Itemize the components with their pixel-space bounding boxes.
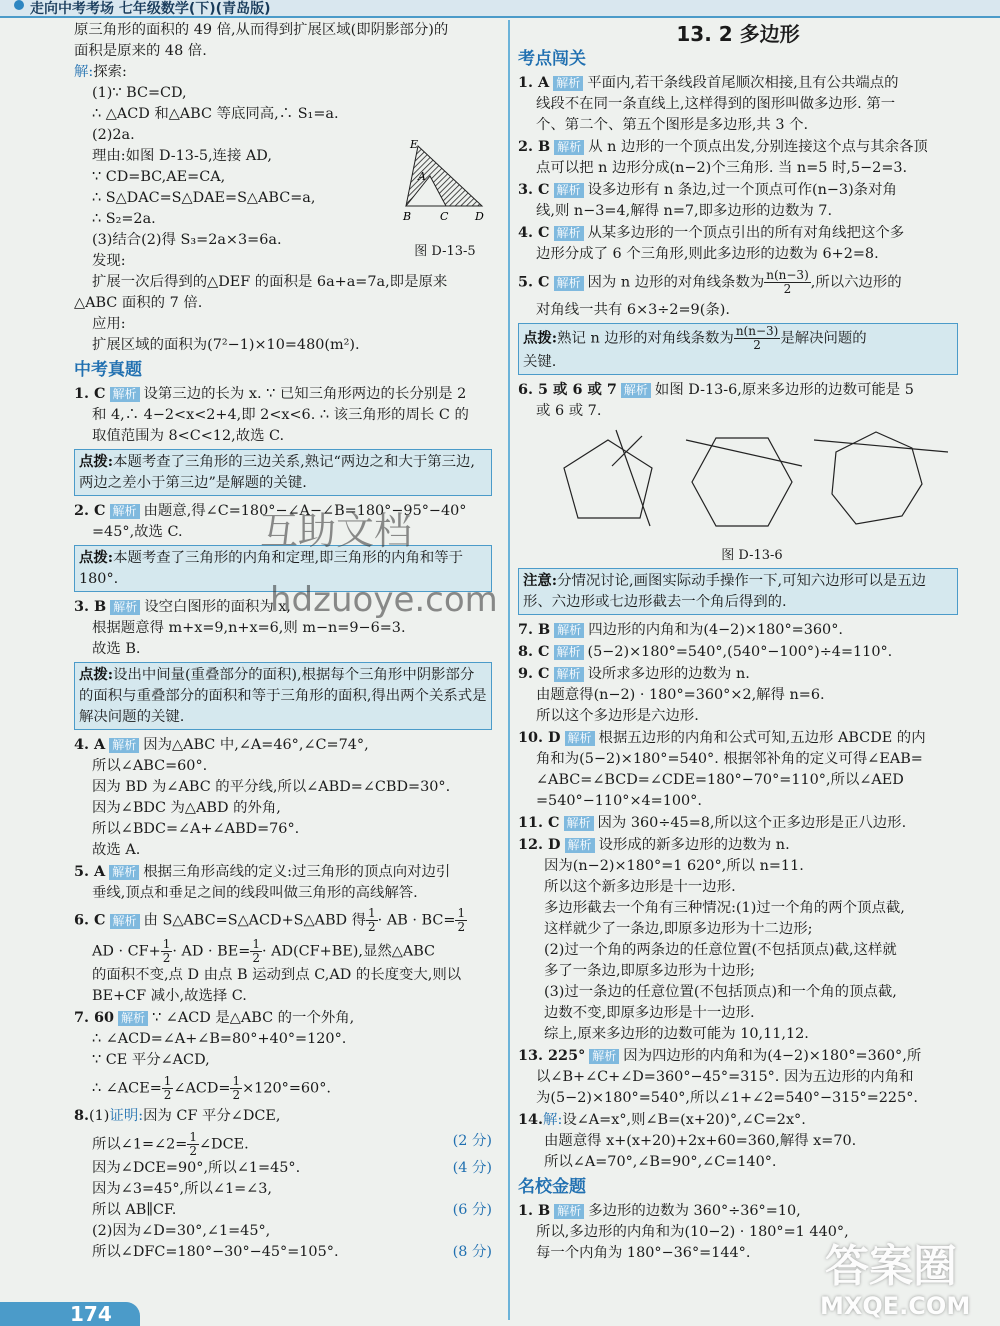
right-column: 13. 2 多边形 考点闯关 1. A 解析 平面内,若干条线段首尾顺次相接,且有公共端点的 线段不在同一条直线上,这样得到的图形叫做多边形. 第一 个、第二个、第五个图形是多边形,共 3 个. 2. B 解析 从 n 边形的一个顶点出发,分别连接这个点与其余各顶 点可以把 n 边形分成(n−2)个三角形. 当 n=5 时,5−2=3. 3. C 解析 设多边形有 n 条边,过一个顶点可作(n−3)条对角 线,则 n−3=4,解得 n=7,即多边形的边数为 7. 4. C 解析 从某多边形的一个顶点引出的所有对角线把这个多 边形分成了 6 个三角形,则此多边形的边数为 6+2=8. 5. C 解析 因为 n 边形的对角线条数为 $\frac{n(n-3)}{2}$ ,所以六边形的 对角线一共有 6×3÷2=9(条). 点拨:熟记 n 边形的对角线条数为 $\frac{n(n-3)}{2}$ 是解决问题的 关键. 6. 5 或 6 或 7 解析 如图 D-13-6,原来多边形的边数可能是 5 或 6 或 7. 图 D-13-6 注意:分情况讨论,画图实际动手操作一下,可知六边形可以是五边形、六边形或七边形截去一个角后得到的. 7. B 解析 四边形的内角和为(4−2)×180°=360°. 8. C 解析 (5−2)×180°=540°,(540°−100°)÷4=110°. 9. C 解析 设所求多边形的边数为 n. 由题意得(n−2) · 180°=360°×2,解得 n=6. 所以这个多边形是六边形. 10. D 解析 根据五边形的内角和公式可知,五边形 ABCDE 的内 角和为(5−2)×180°=540°. 根据邻补角的定义可得∠EAB= ∠ABC=∠BCD=∠CDE=180°−70°=110°,所以∠AED =540°−110°×4=100°. 11. C 解析 因为 360÷45=8,所以这个正多边形是正八边形. 12. D 解析 设形成的新多边形的边数为 n. 因为(n−2)×180°=1 620°,所以 n=11. 所以这个新多边形是十一边形. 多边形截去一个角有三种情况:(1)过一个角的两个顶点截, 这样就少了一条边,即原多边形为十二边形; (2)过一个角的两条边的任意位置(不包括顶点)截,这样就 多了一条边,即原多边形为十边形; (3)过一条边的任意位置(不包括顶点)和一个角的顶点截, 边数不变,即原多边形是十一边形. 综上,原来多边形的边数可能为 10,11,12. 13. 225° 解析 因为四边形的内角和为(4−2)×180°=360°,所 以∠B+∠C+∠D=360°−45°=315°. 因为五边形的内角和 为(5−2)×180°=540°,所以∠1+∠2=540°−315°=225°. 14.解:设∠A=x°,则∠B=(x+20)°,∠C=2x°. 由题意得 x+(x+20)+2x+60=360,解得 x=70. 所以∠A=70°,∠B=90°,∠C=140°. 名校金题 1. B 解析 多边形的边数为 360°÷36°=10, 所以,多边形的内角和为(10−2) · 180°=1 440°, 每一个内角为 180°−36°=144°. — [518, 20, 958, 1264]
jiexi-tag: 解析 — [110, 504, 140, 519]
q-num: 1. B — [518, 1202, 551, 1219]
column-divider — [508, 20, 510, 1320]
answer-text: ∠ACD= — [173, 1080, 231, 1097]
q-num: 4. A — [74, 736, 106, 753]
note-label: 注意: — [523, 572, 558, 589]
answer-line: 设空白图形的面积为 x, — [144, 599, 291, 615]
answer-text: ,所以六边形的 — [810, 274, 902, 291]
answer-text: 因为∠DCE=90°,所以∠1=45°. — [92, 1160, 301, 1176]
corner-watermark-url: MXQE.COM — [820, 1292, 971, 1320]
figure-caption: 图 D-13-6 — [721, 548, 783, 563]
fraction: $\frac{1}{2}$ — [368, 906, 376, 934]
answer-line: 根据三角形高线的定义:过三角形的顶点向对边引 — [143, 864, 451, 880]
answer-line: 所以∠A=70°,∠B=90°,∠C=140°. — [544, 1154, 777, 1170]
answer-text: 因为 n 边形的对角线条数为 — [587, 274, 765, 291]
q-num: 4. C — [518, 224, 550, 241]
answer-line: (2)过一个角的两条边的任意位置(不包括顶点)截,这样就 — [544, 942, 897, 958]
answer-line: (2)因为∠D=30°,∠1=45°, — [92, 1223, 271, 1239]
q-num: 9. C — [518, 665, 550, 682]
answer-line: 为(5−2)×180°=540°,所以∠1+∠2=540°−315°=225°. — [536, 1090, 919, 1106]
answer-line: 根据五边形的内角和公式可知,五边形 ABCDE 的内 — [598, 730, 926, 746]
q-num: 6. C — [74, 911, 106, 929]
tip-text: 本题考查了三角形的三边关系,熟记“两边之和大于第三边,两边之差小于第三边”是解题的关键. — [79, 454, 475, 491]
q-num: 13. 225° — [518, 1047, 586, 1064]
jiexi-tag: 解析 — [554, 623, 584, 638]
explore-line: ∴ S△DAC=S△DAE=S△ABC=a, — [92, 190, 316, 206]
explore-label: 探索: — [93, 64, 127, 80]
answer-line: (3)过一条边的任意位置(不包括顶点)和一个角的顶点截, — [544, 984, 897, 1000]
answer-line: 对角线一共有 6×3÷2=9(条). — [536, 302, 730, 318]
answer-text: 所以 AB∥CF. — [92, 1202, 177, 1218]
jiexi-tag: 解析 — [554, 645, 584, 660]
fraction: $\frac{1}{2}$ — [162, 937, 171, 965]
tip-label: 点拨: — [523, 329, 558, 347]
q-num: 1. C — [74, 385, 106, 402]
score: (8 分) — [452, 1244, 492, 1260]
explore-line: ∴ S₂=2a. — [92, 211, 156, 227]
answer-text: ∴ ∠ACE= — [92, 1080, 162, 1097]
section-title-mingxiao: 名校金题 — [518, 1177, 586, 1197]
answer-line: =540°−110°×4=100°. — [536, 793, 702, 809]
explore-line: 发现: — [92, 253, 126, 269]
fraction: $\frac{n(n-3)}{2}$ — [766, 268, 809, 296]
answer-line: 由 S△ABC=S△ACD+S△ABD 得 — [143, 912, 367, 929]
tip-text: 设出中间量(重叠部分的面积),根据每个三角形中阴影部分的面积与重叠部分的面积和等于三角形的面积,得出两个关系式是解决问题的关键. — [79, 667, 487, 725]
jiexi-tag: 解析 — [554, 667, 584, 682]
jiexi-tag: 解析 — [554, 226, 584, 241]
answer-line: 因为∠3=45°,所以∠1=∠3, — [92, 1181, 272, 1197]
pentagon-shape — [564, 440, 652, 518]
tip-label: 点拨: — [79, 549, 114, 566]
answer-line: 以∠B+∠C+∠D=360°−45°=315°. 因为五边形的内角和 — [536, 1069, 914, 1085]
label-a: A — [418, 170, 426, 183]
answer-text: (1) — [89, 1108, 110, 1124]
q-num: 5. C — [518, 273, 550, 291]
answer-line: 所以∠BDC=∠A+∠ABD=76°. — [92, 821, 300, 837]
answer-line: BE+CF 减小,故选择 C. — [92, 988, 247, 1004]
label-e: E — [410, 138, 419, 151]
tip-text: 是解决问题的 — [780, 330, 867, 347]
hexagon-shape — [692, 438, 792, 526]
answer-line: 所以这个多边形是六边形. — [536, 708, 699, 724]
zhengming-tag: 证明 — [109, 1108, 139, 1124]
fraction: $\frac{1}{2}$ — [232, 1074, 241, 1102]
answer-line: 综上,原来多边形的边数可能为 10,11,12. — [544, 1026, 809, 1042]
answer-line: 故选 A. — [92, 842, 141, 858]
label-c: C — [440, 210, 449, 223]
answer-text: · AB · BC= — [377, 912, 456, 929]
intro-line-2: 面积是原来的 48 倍. — [74, 43, 207, 59]
answer-line: 边数不变,即原多边形是十一边形. — [544, 1005, 755, 1021]
answer-line: 从 n 边形的一个顶点出发,分别连接这个点与其余各顶 — [588, 139, 928, 155]
q-num: 3. B — [74, 598, 107, 615]
answer-text: 所以∠DFC=180°−30°−45°=105°. — [92, 1244, 339, 1260]
jiexi-tag: 解析 — [554, 1204, 584, 1219]
explore-line: 理由:如图 D-13-5,连接 AD, — [92, 148, 272, 164]
answer-line: 角和为(5−2)×180°=540°. 根据邻补角的定义可得∠EAB= — [536, 751, 923, 767]
q-num: 7. 60 — [74, 1009, 115, 1026]
section-title-zhongkao: 中考真题 — [74, 360, 142, 380]
answer-line: 所以∠ABC=60°. — [92, 758, 208, 774]
q-num: 14. — [518, 1111, 544, 1128]
answer-line: 由题意,得∠C=180°−∠A−∠B=180°−95°−40° — [143, 503, 467, 519]
jiexi-tag: 解析 — [564, 816, 594, 831]
answer-line: 由题意得(n−2) · 180°=360°×2,解得 n=6. — [536, 687, 825, 703]
answer-line: 因为∠BDC 为△ABD 的外角, — [92, 800, 281, 816]
answer-line: 如图 D-13-6,原来多边形的边数可能是 5 — [654, 382, 914, 398]
explore-line: 扩展一次后得到的△DEF 的面积是 6a+a=7a,即是原来 — [92, 274, 448, 290]
answer-line: 因为△ABC 中,∠A=46°,∠C=74°, — [143, 737, 369, 753]
jiexi-tag: 解析 — [621, 383, 651, 398]
answer-line: 平面内,若干条线段首尾顺次相接,且有公共端点的 — [587, 75, 899, 91]
q-num: 7. B — [518, 621, 551, 638]
jiexi-tag: 解析 — [110, 600, 140, 615]
figure-d-13-5 — [400, 136, 490, 259]
jie-tag: 解 — [543, 1112, 558, 1128]
jie-tag: 解 — [74, 64, 89, 80]
answer-text: ×120°=60°. — [242, 1080, 331, 1097]
answer-line: 因为四边形的内角和为(4−2)×180°=360°,所 — [623, 1048, 922, 1064]
answer-line: 线,则 n−3=4,解得 n=7,即多边形的边数为 7. — [536, 203, 833, 219]
answer-line: ∴ ∠ACD=∠A+∠B=80°+40°=120°. — [92, 1031, 347, 1047]
jiexi-tag: 解析 — [553, 76, 583, 91]
figure-d-13-6 — [546, 426, 958, 566]
q-num: 2. B — [518, 138, 551, 155]
left-column: 原三角形的面积的 49 倍,从而得到扩展区域(即阴影部分)的 面积是原来的 48 倍. 解:探索: (1)∵ BC=CD, ∴ △ACD 和△ABC 等底同高,∴ S₁=a. (2)2a. 理由:如图 D-13-5,连接 AD, ∵ CD=BC,AE=CA, ∴ S△DAC=S△DAE=S△ABC=a, ∴ S₂=2a. (3)结合(2)得 S₃=2a×3=6a. 发现: 扩展一次后得到的△DEF 的面积是 6a+a=7a,即是原来 △ABC 面积的 7 倍. 应用: 扩展区域的面积为(7²−1)×10=480(m²). 中考真题 1. C 解析 设第三边的长为 x. ∵ 已知三角形两边的长分别是 2 和 4,∴ 4−2<x<2+4,即 2<x<6. ∴ 该三角形的周长 C 的 取值范围为 8<C<12,故选 C. 点拨:本题考查了三角形的三边关系,熟记“两边之和大于第三边,两边之差小于第三边”是解题的关键. 2. C 解析 由题意,得∠C=180°−∠A−∠B=180°−95°−40° =45°,故选 C. 点拨:本题考查了三角形的内角和定理,即三角形的内角和等于 180°. 3. B 解析 设空白图形的面积为 x, 根据题意得 m+x=9,n+x=6,则 m−n=9−6=3. 故选 B. 点拨:设出中间量(重叠部分的面积),根据每个三角形中阴影部分的面积与重叠部分的面积和等于三角形的面积,得出两个关系式是解决问题的关键. 4. A 解析 因为△ABC 中,∠A=46°,∠C=74°, 所以∠ABC=60°. 因为 BD 为∠ABC 的平分线,所以∠ABD=∠CBD=30°. 因为∠BDC 为△ABD 的外角, 所以∠BDC=∠A+∠ABD=76°. 故选 A. 5. A 解析 根据三角形高线的定义:过三角形的顶点向对边引 垂线,顶点和垂足之间的线段叫做三角形的高线解答. 6. C 解析 由 S△ABC=S△ACD+S△ABD 得 $\frac{1}{2}$ · AB · BC= $\frac{1}{2}$ AD · CF+ $\frac{1}{2}$ · AD · BE= $\frac{1}{2}$ · AD(CF+BE),显然△ABC 的面积不变,点 D 由点 B 运动到点 C,AD 的长度变大,则以 BE+CF 减小,故选择 C. 7. 60 解析 ∵ ∠ACD 是△ABC 的一个外角, ∴ ∠ACD=∠A+∠B=80°+40°=120°. ∵ CE 平分∠ACD, ∴ ∠ACE= $\frac{1}{2}$ ∠ACD= $\frac{1}{2}$ ×120°=60°. 8.(1)证明:因为 CF 平分∠DCE, 所以∠1=∠2= $\frac{1}{2}$ ∠DCE. (2 分) 因为∠DCE=90°,所以∠1=45°. (4 分) 因为∠3=45°,所以∠1=∠3, 所以 AB∥CF. (6 分) (2)因为∠D=30°,∠1=45°, 所以∠DFC=180°−30°−45°=105°. (8 分) — [74, 20, 492, 1263]
chapter-title: 13. 2 多边形 — [676, 22, 800, 46]
tip-text: 本题考查了三角形的内角和定理,即三角形的内角和等于 180°. — [79, 550, 464, 587]
q-num: 6. 5 或 6 或 7 — [518, 381, 617, 398]
q-num: 8. — [74, 1107, 90, 1124]
answer-line: =45°,故选 C. — [92, 524, 183, 540]
answer-text: 因为 CF 平分∠DCE, — [143, 1108, 281, 1124]
explore-line: ∵ CD=BC,AE=CA, — [92, 169, 226, 185]
q-num: 2. C — [74, 502, 106, 519]
tip-text: 关键. — [523, 354, 557, 370]
answer-line: 四边形的内角和为(4−2)×180°=360°. — [588, 622, 843, 638]
q-num: 12. D — [518, 836, 561, 853]
answer-text: ∠DCE. — [198, 1136, 249, 1153]
q-num: 1. A — [518, 74, 550, 91]
answer-line: 的面积不变,点 D 由点 B 运动到点 C,AD 的长度变大,则以 — [92, 967, 462, 983]
header-title: 走向中考考场 七年级数学(下)(青岛版) — [30, 1, 271, 17]
q-num: 3. C — [518, 181, 550, 198]
answer-line: 和 4,∴ 4−2<x<2+4,即 2<x<6. ∴ 该三角形的周长 C 的 — [92, 407, 469, 423]
page-number: 174 — [70, 1302, 112, 1326]
intro-line-1: 原三角形的面积的 49 倍,从而得到扩展区域(即阴影部分)的 — [74, 22, 449, 38]
watermark-url: hdzuoye.com — [270, 580, 498, 620]
tip-box — [74, 449, 492, 496]
tip-box — [518, 323, 958, 375]
page-number-tab — [0, 1302, 140, 1326]
jiexi-tag: 解析 — [109, 865, 139, 880]
label-b: B — [403, 210, 412, 223]
corner-watermark: 答案圈 — [825, 1241, 957, 1292]
tip-label: 点拨: — [79, 666, 114, 683]
score: (6 分) — [452, 1202, 492, 1218]
answer-line: ∠ABC=∠BCD=∠CDE=180°−70°=110°,所以∠AED — [536, 772, 904, 788]
answer-line: 垂线,顶点和垂足之间的线段叫做三角形的高线解答. — [92, 885, 418, 901]
answer-line: 根据题意得 m+x=9,n+x=6,则 m−n=9−6=3. — [92, 620, 406, 636]
q-num: 5. A — [74, 863, 106, 880]
answer-line: 个、第二个、第五个图形是多边形,共 3 个. — [536, 117, 809, 133]
answer-line: 多边形截去一个角有三种情况:(1)过一个角的两个顶点截, — [544, 900, 905, 916]
answer-text: · AD · BE= — [172, 943, 251, 960]
answer-line: ∵ ∠ACD 是△ABC 的一个外角, — [152, 1010, 355, 1026]
explore-line: 扩展区域的面积为(7²−1)×10=480(m²). — [92, 337, 360, 353]
answer-line: 点可以把 n 边形分成(n−2)个三角形. 当 n=5 时,5−2=3. — [536, 160, 908, 176]
answer-line: 边形分成了 6 个三角形,则此多边形的边数为 6+2=8. — [536, 246, 879, 262]
q-num: 10. D — [518, 729, 561, 746]
answer-line: 设多边形有 n 条边,过一个顶点可作(n−3)条对角 — [587, 182, 897, 198]
answer-line: 由题意得 x+(x+20)+2x+60=360,解得 x=70. — [544, 1133, 857, 1149]
header-dot-icon — [14, 0, 24, 10]
fraction: $\frac{1}{2}$ — [189, 1130, 197, 1158]
jiexi-tag: 解析 — [565, 838, 595, 853]
triangle-figure — [400, 136, 490, 236]
explore-line: ∴ △ACD 和△ABC 等底同高,∴ S₁=a. — [92, 106, 339, 122]
answer-line: 取值范围为 8<C<12,故选 C. — [92, 428, 285, 444]
answer-line: 线段不在同一条直线上,这样得到的图形叫做多边形. 第一 — [536, 96, 896, 112]
watermark-text: 互助文档 — [260, 509, 413, 553]
tip-box — [74, 662, 492, 730]
figure-caption: 图 D-13-5 — [414, 244, 476, 259]
jiexi-tag: 解析 — [554, 140, 584, 155]
fraction: $\frac{1}{2}$ — [163, 1074, 172, 1102]
answer-line: 设∠A=x°,则∠B=(x+20)°,∠C=2x°. — [562, 1112, 806, 1128]
jiexi-tag: 解析 — [565, 731, 595, 746]
fraction: $\frac{n(n-3)}{2}$ — [735, 324, 779, 352]
answer-line: 这样就少了一条边,即原多边形为十二边形; — [544, 921, 813, 937]
label-d: D — [475, 210, 484, 223]
answer-line: 设第三边的长为 x. ∵ 已知三角形两边的长分别是 2 — [143, 386, 467, 402]
q-num: 8. C — [518, 643, 550, 660]
explore-line: 应用: — [92, 316, 126, 332]
answer-line: 故选 B. — [92, 641, 141, 657]
answer-line: 每一个内角为 180°−36°=144°. — [536, 1245, 751, 1261]
jiexi-tag: 解析 — [589, 1049, 619, 1064]
jiexi-tag: 解析 — [554, 183, 584, 198]
page-header — [0, 0, 1000, 18]
answer-line: 设形成的新多边形的边数为 n. — [598, 837, 790, 853]
fraction: $\frac{1}{2}$ — [252, 937, 260, 965]
explore-line: (1)∵ BC=CD, — [92, 85, 187, 101]
jiexi-tag: 解析 — [110, 914, 140, 929]
jiexi-tag: 解析 — [110, 387, 140, 402]
answer-line: 从某多边形的一个顶点引出的所有对角线把这个多 — [587, 225, 905, 241]
jiexi-tag: 解析 — [118, 1011, 148, 1026]
answer-line: 因为(n−2)×180°=1 620°,所以 n=11. — [544, 858, 804, 874]
explore-line: (3)结合(2)得 S₃=2a×3=6a. — [92, 232, 282, 248]
answer-line: 因为 BD 为∠ABC 的平分线,所以∠ABD=∠CBD=30°. — [92, 779, 451, 795]
section-title-kaodian: 考点闯关 — [518, 49, 586, 69]
answer-text: · AD(CF+BE),显然△ABC — [261, 943, 436, 960]
answer-line: (5−2)×180°=540°,(540°−100°)÷4=110°. — [587, 644, 893, 660]
answer-line: ∵ CE 平分∠ACD, — [92, 1052, 210, 1068]
explore-line: (2)2a. — [92, 127, 135, 143]
answer-line: 所以这个新多边形是十一边形. — [544, 879, 736, 895]
answer-text: 所以∠1=∠2= — [92, 1136, 188, 1153]
score: (4 分) — [452, 1160, 492, 1176]
answer-line: 多边形的边数为 360°÷36°=10, — [588, 1203, 801, 1219]
tip-text: 熟记 n 边形的对角线条数为 — [557, 330, 734, 347]
polygon-figures — [546, 426, 966, 538]
jiexi-tag: 解析 — [109, 738, 139, 753]
fraction: $\frac{1}{2}$ — [457, 906, 466, 934]
answer-text: AD · CF+ — [92, 943, 161, 960]
answer-line: 或 6 或 7. — [536, 403, 602, 419]
note-box — [518, 568, 958, 615]
explore-line: △ABC 面积的 7 倍. — [74, 295, 203, 311]
answer-line: 多了一条边,即原多边形为十边形; — [544, 963, 755, 979]
tip-label: 点拨: — [79, 453, 114, 470]
jiexi-tag: 解析 — [554, 276, 584, 291]
q-num: 11. C — [518, 814, 560, 831]
answer-line: 设所求多边形的边数为 n. — [587, 666, 750, 682]
answer-line: 因为 360÷45=8,所以这个正多边形是正八边形. — [597, 815, 907, 831]
answer-line: 所以,多边形的内角和为(10−2) · 180°=1 440°, — [536, 1224, 849, 1240]
score: (2 分) — [452, 1133, 492, 1149]
note-text: 分情况讨论,画图实际动手操作一下,可知六边形可以是五边形、六边形或七边形截去一个角后得到的. — [523, 573, 927, 610]
